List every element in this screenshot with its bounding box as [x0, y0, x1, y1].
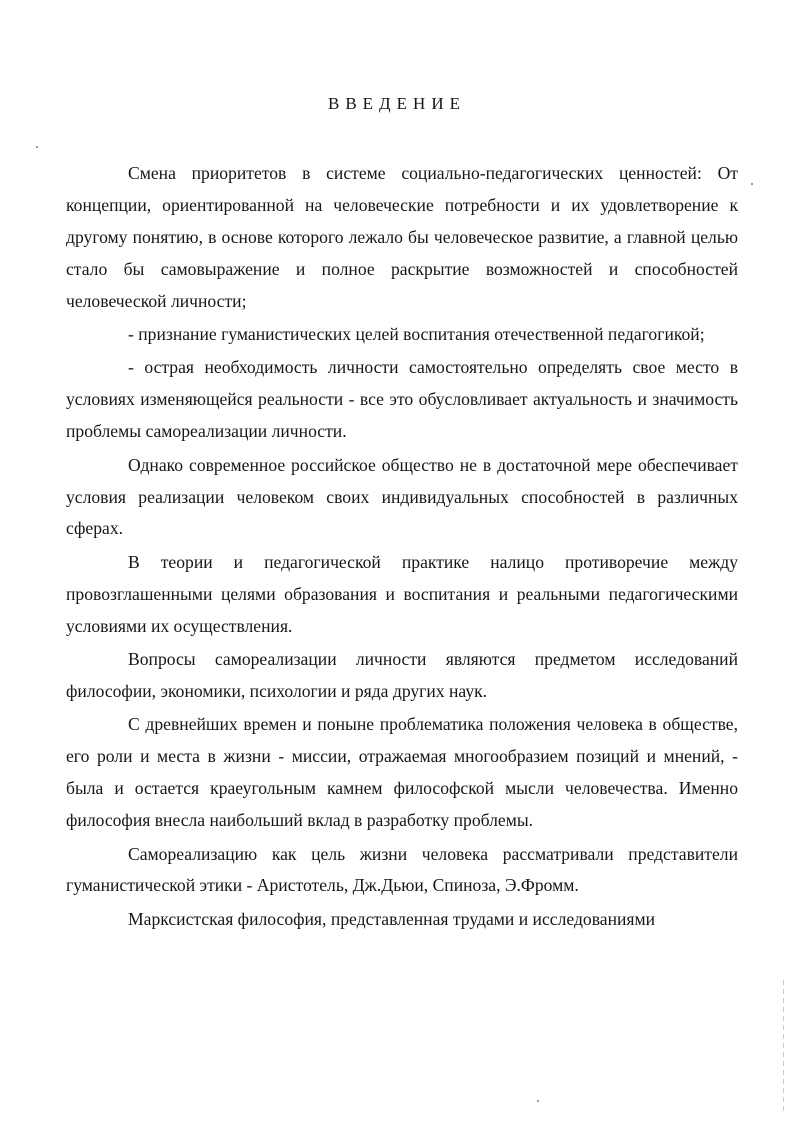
scan-speck	[537, 1100, 539, 1102]
scan-speck	[36, 146, 38, 148]
paragraph: Вопросы самореализации личности являются предметом исследований философии, экономики, психологии и ряда других наук.	[66, 649, 738, 701]
paragraph: Самореализацию как цель жизни человека рассматривали представители гуманистической этики - Аристотель, Дж.Дьюи, Спиноза, Э.Фромм.	[66, 843, 738, 896]
scan-speck	[751, 183, 753, 185]
paragraph: С древнейших времен и поныне проблематика положения человека в обществе, его роли и места в жизни - миссии, отражаемая многообразием позиций и мнений, - была и остается краеугольным камнем философской мысли человечества. Именно философия внесла наибольший вклад в разработку проблемы.	[66, 714, 738, 831]
scan-edge-line	[783, 980, 784, 1115]
page-title: ВВЕДЕНИЕ	[328, 94, 466, 113]
paragraph: В теории и педагогической практике налицо противоречие между провозглашенными целями образования и воспитания и реальными педагогическими условиями их осуществления.	[66, 551, 738, 636]
paragraph: - признание гуманистических целей воспитания отечественной педагогикой;	[128, 324, 705, 345]
paragraph: Смена приоритетов в системе социально-педагогических ценностей: От концепции, ориентированной на человеческие потребности и их удовлетворение к другому понятию, в основе которого лежало бы человеческое развитие, а главной целью стало бы самовыражение и полное раскрытие возможностей и способностей человеческой личности;	[66, 163, 738, 311]
paragraph: Однако современное российское общество не в достаточной мере обеспечивает условия реализации человеком своих индивидуальных способностей в различных сферах.	[66, 454, 738, 539]
paragraph: - острая необходимость личности самостоятельно определять свое место в условиях изменяющейся реальности - все это обусловливает актуальность и значимость проблемы самореализации личности.	[66, 357, 738, 442]
document-body	[66, 158, 738, 936]
paragraph: Марксистская философия, представленная трудами и исследованиями	[128, 908, 656, 929]
